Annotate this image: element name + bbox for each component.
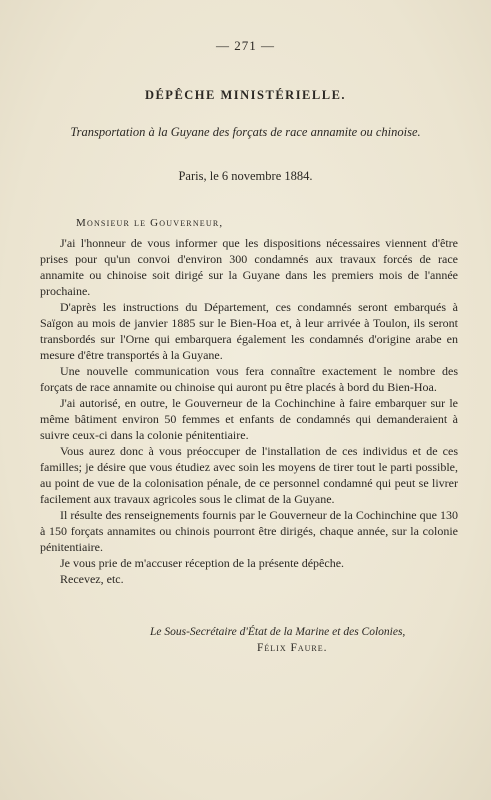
paragraph: Vous aurez donc à vous préoccuper de l'installation de ces individus et de ces familles; je désire que vous étudiez avec soin les moyens de tirer tout le parti possible, au point de vue de la colonisation pénale, de ce personnel condamné qui peut se livrer facilement aux travaux agricoles sous le climat de la Guyane. (40, 444, 458, 506)
paragraph: Une nouvelle communication vous fera connaître exactement le nombre des forçats de race annamite ou chinoise qui auront pu être placés à bord du Bien-Hoa. (40, 364, 458, 394)
page-title: DÉPÊCHE MINISTÉRIELLE. (144, 88, 347, 102)
salutation: Monsieur le Gouverneur, (76, 217, 224, 229)
paragraph: J'ai l'honneur de vous informer que les dispositions nécessaires viennent d'être prises pour qu'un convoi d'environ 300 condamnés aux travaux forcés de race annamite ou chinoise soit dirigé sur la Guyane dans les premiers mois de l'année prochaine. (40, 236, 458, 298)
paragraph: J'ai autorisé, en outre, le Gouverneur de la Cochinchine à faire embarquer sur le même bâtiment environ 50 femmes et enfants de condamnés qui demanderaient à suivre ceux-ci dans la colonie pénitentiaire. (40, 396, 458, 442)
letter-body (40, 235, 458, 587)
page-number: — 271 — (216, 38, 275, 53)
paragraph: Il résulte des renseignements fournis par le Gouverneur de la Cochinchine que 130 à 150 forçats annamites ou chinois pourront être dirigés, chaque année, sur la colonie pénitentiaire. (40, 508, 458, 554)
paragraph: Je vous prie de m'accuser réception de la présente dépêche. (60, 556, 345, 570)
document-subtitle: Transportation à la Guyane des forçats de race annamite ou chinoise. (70, 125, 421, 139)
signature-title: Le Sous-Secrétaire d'État de la Marine et des Colonies, (150, 626, 406, 638)
dateline: Paris, le 6 novembre 1884. (178, 169, 313, 183)
signature-name: Félix Faure. (257, 642, 328, 654)
paragraph: D'après les instructions du Département, ces condamnés seront embarqués à Saïgon au mois de janvier 1885 sur le Bien-Hoa et, à leur arrivée à Toulon, ils seront transbordés sur l'Orne qui embarquera également les condamnés d'origine arabe en mesure d'être transportés à la Guyane. (40, 300, 458, 362)
paragraph: Recevez, etc. (60, 572, 124, 586)
